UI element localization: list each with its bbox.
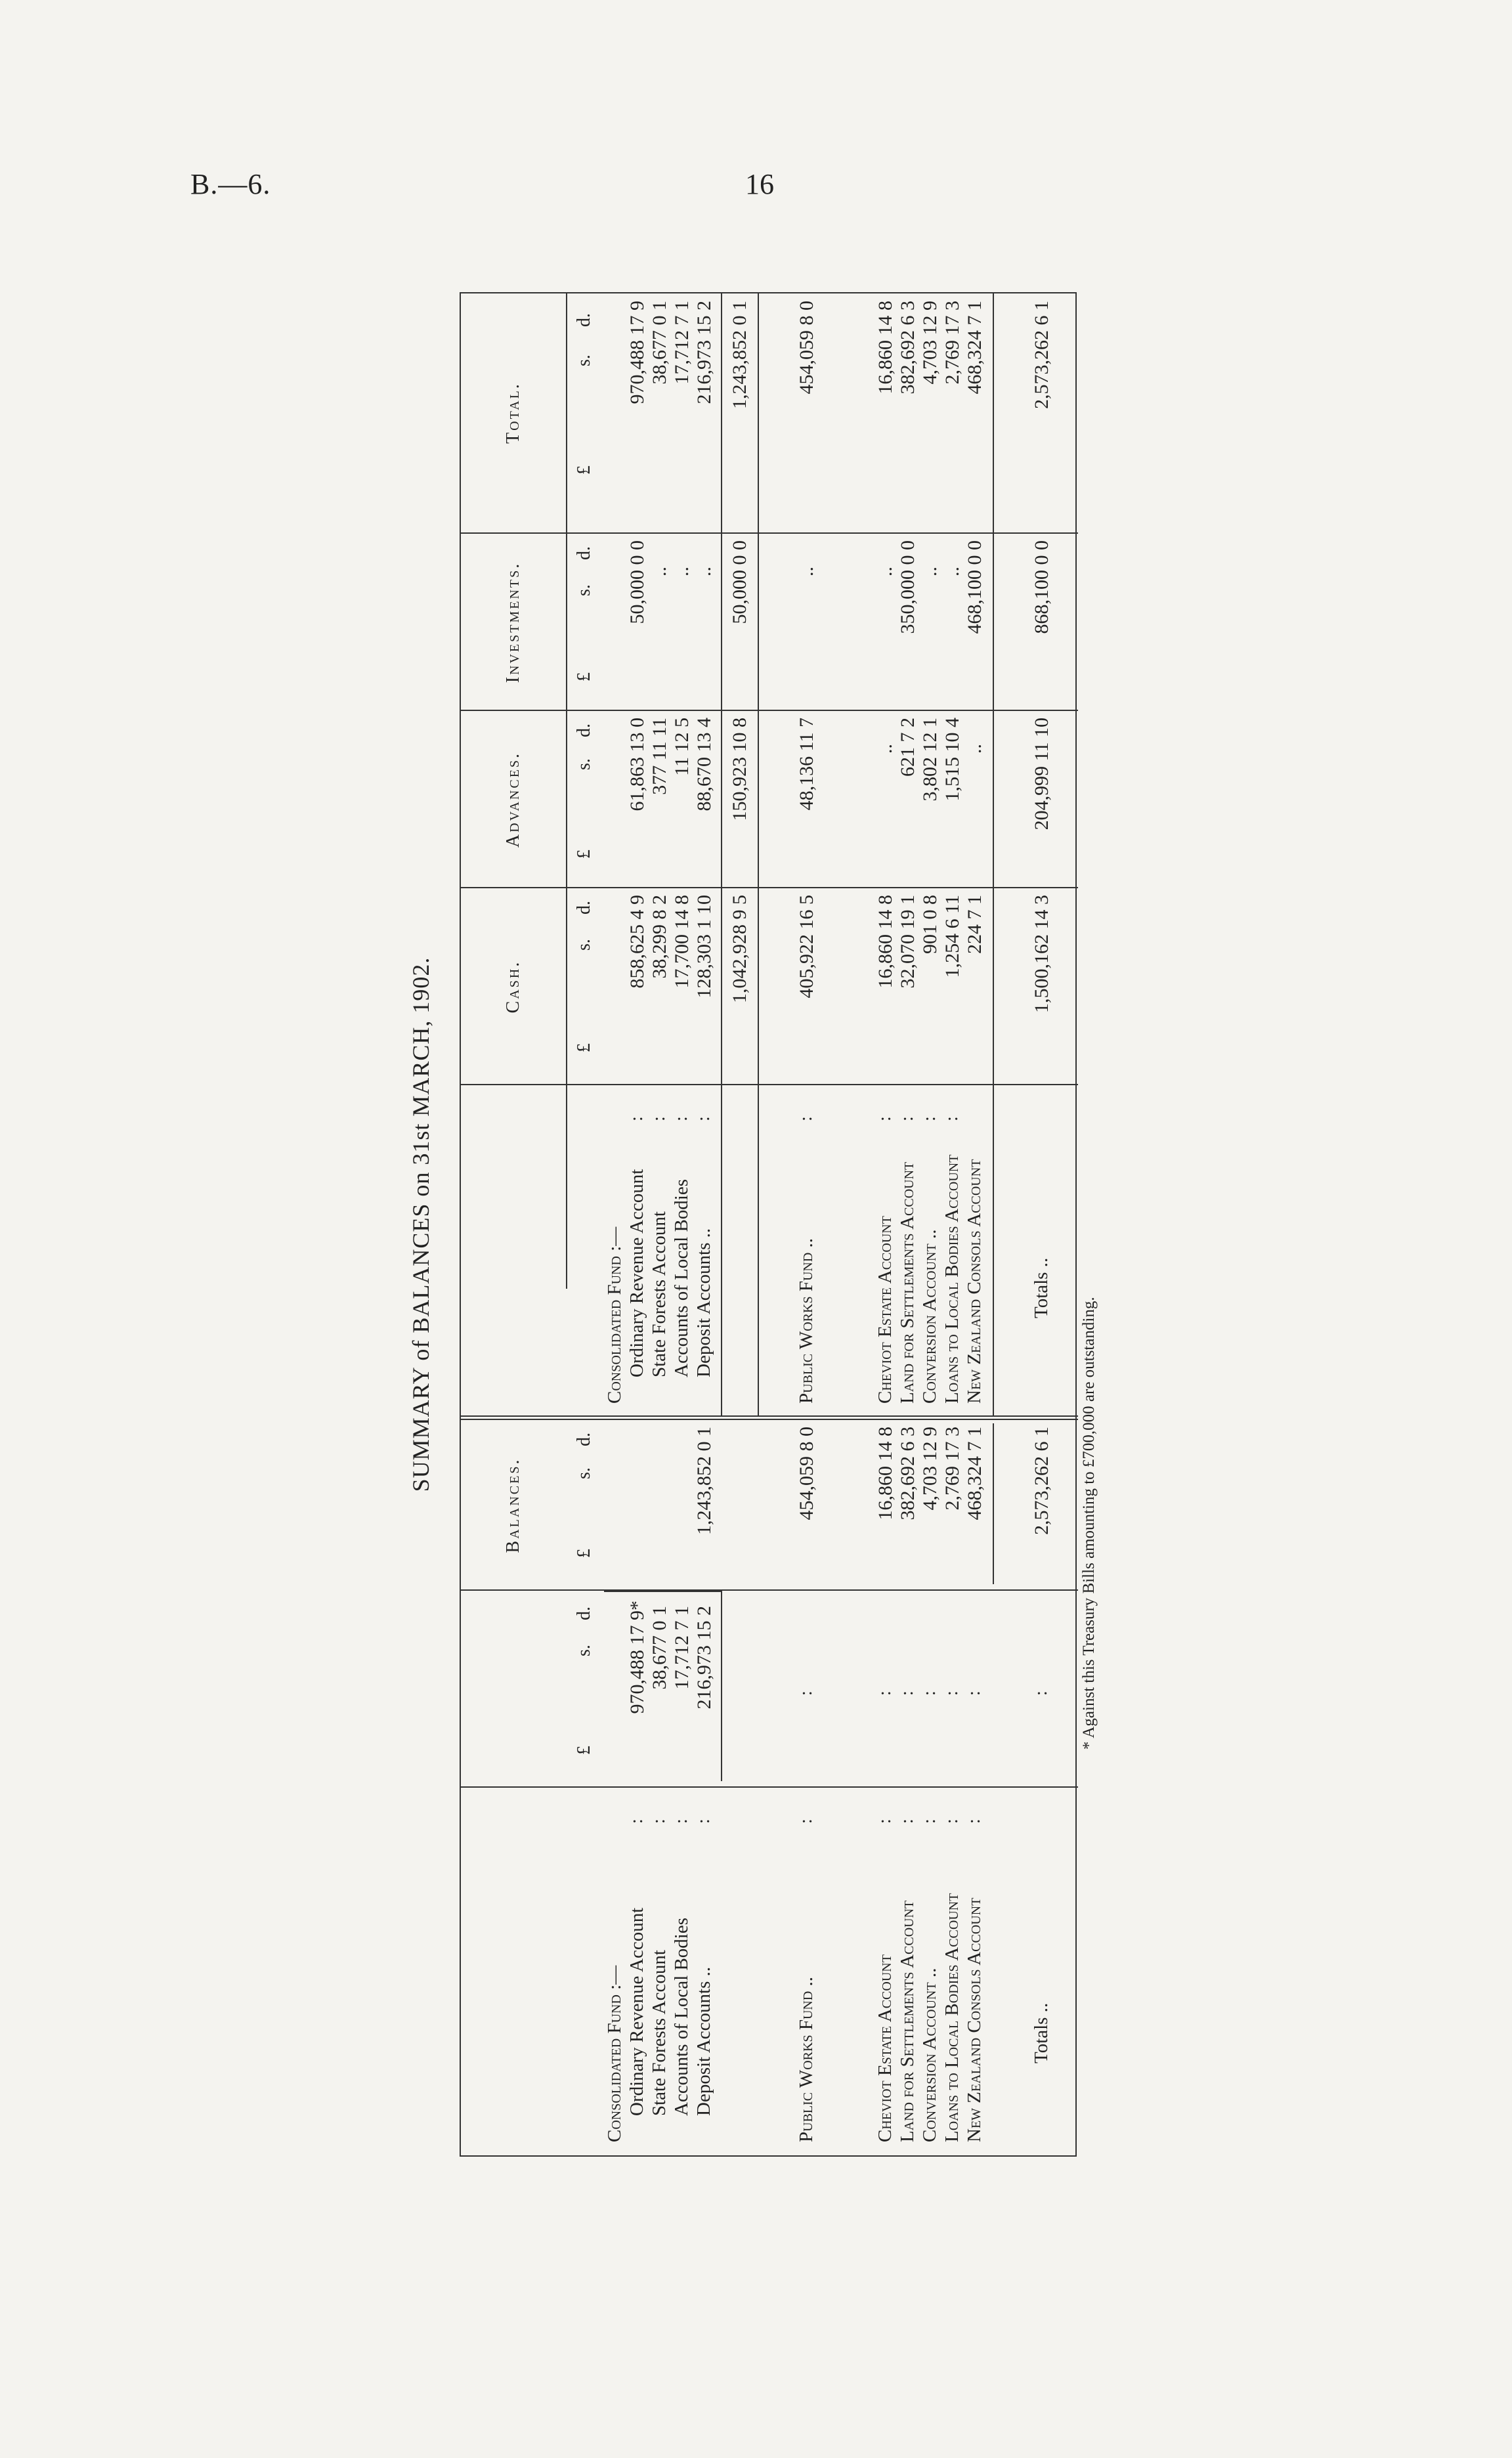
cash-value: 1,254 6 11 [941, 895, 963, 978]
advances-value: 48,136 11 7 [796, 718, 817, 811]
sub-amount: 38,677 0 1 [649, 1606, 670, 1690]
unit-pounds: £ [574, 850, 594, 859]
advances-total: 204,999 11 10 [1031, 718, 1052, 830]
unit-pence: d. [574, 1606, 594, 1620]
page-number: 16 [745, 168, 774, 200]
unit-shillings: s. [574, 355, 594, 366]
advances-value: 3,802 12 1 [919, 718, 941, 802]
unit-pence: d. [574, 901, 594, 915]
unit-shillings: s. [574, 939, 594, 951]
consolidated-heading: Consolidated Fund :— [604, 1965, 625, 2142]
rotated-table-frame [407, 292, 1129, 2157]
investments-value: 50,000 0 0 [626, 540, 648, 624]
investments-value: 468,100 0 0 [964, 540, 985, 634]
unit-pounds: £ [574, 465, 594, 475]
advances-value: 377 11 11 [649, 718, 670, 795]
consolidated-heading: Consolidated Fund :— [604, 1226, 625, 1404]
row-label: Ordinary Revenue Account [626, 1907, 647, 2116]
balance-value: 454,059 8 0 [796, 1427, 817, 1520]
col-rule [461, 1786, 1078, 1788]
sub-amount: 216,973 15 2 [693, 1606, 715, 1710]
row-label: Conversion Account .. [919, 1968, 940, 2142]
cash-subtotal: 1,042,928 9 5 [729, 895, 750, 1003]
investments-subtotal: 50,000 0 0 [729, 540, 750, 624]
total-grand: 2,573,262 6 1 [1031, 301, 1052, 409]
unit-pounds: £ [574, 1746, 594, 1755]
total-value: 970,488 17 9 [626, 301, 648, 404]
row-label: Land for Settlements Account [897, 1161, 918, 1404]
unit-shillings: s. [574, 1467, 594, 1479]
advances-heading: Advances. [503, 751, 523, 848]
col-rule [461, 1415, 1078, 1417]
total-value: 454,059 8 0 [796, 301, 817, 395]
row-label: Accounts of Local Bodies [671, 1178, 692, 1377]
advances-value: .. [964, 744, 985, 754]
total-heading: Total. [503, 382, 523, 444]
row-label: Loans to Local Bodies Account [941, 1893, 962, 2142]
unit-pounds: £ [574, 1549, 594, 1558]
investments-value: 350,000 0 0 [897, 540, 918, 634]
advances-subtotal: 150,923 10 8 [729, 718, 750, 821]
cash-total: 1,500,162 14 3 [1031, 895, 1052, 1013]
investments-value: .. [796, 567, 817, 576]
investments-value: .. [649, 567, 670, 576]
balance-total: 2,573,262 6 1 [1031, 1427, 1052, 1535]
investments-value: .. [875, 567, 896, 576]
row-label: Land for Settlements Account [897, 1900, 918, 2142]
sub-amount: 970,488 17 9* [626, 1601, 648, 1714]
row-label: Accounts of Local Bodies [671, 1917, 692, 2116]
row-label: Conversion Account .. [919, 1229, 940, 1404]
row-label: Cheviot Estate Account [875, 1216, 896, 1404]
total-value: 2,769 17 3 [941, 301, 963, 385]
row-label: Deposit Accounts .. [693, 1966, 714, 2116]
footnote: * Against this Treasury Bills amounting to £700,000 are outstanding. [1080, 1297, 1098, 1750]
total-value: 38,677 0 1 [649, 301, 670, 385]
cash-value: 17,700 14 8 [671, 895, 693, 989]
advances-value: 88,670 13 4 [693, 718, 715, 811]
total-value: 16,860 14 8 [875, 301, 896, 395]
totals-label: Totals .. [1031, 2002, 1052, 2063]
balance-value: 2,769 17 3 [941, 1427, 963, 1511]
balance-value: 4,703 12 9 [919, 1427, 941, 1511]
investments-value: .. [671, 567, 693, 576]
row-label: New Zealand Consols Account [964, 1159, 985, 1404]
total-value: 216,973 15 2 [693, 301, 715, 404]
cash-heading: Cash. [503, 960, 523, 1014]
row-label: Deposit Accounts .. [693, 1228, 714, 1377]
unit-shillings: s. [574, 1645, 594, 1656]
unit-pence: d. [574, 546, 594, 560]
investments-total: 868,100 0 0 [1031, 540, 1052, 634]
total-value: 382,692 6 3 [897, 301, 918, 395]
advances-value: 621 7 2 [897, 718, 918, 777]
row-label: New Zealand Consols Account [964, 1897, 985, 2142]
totals-label: Totals .. [1031, 1257, 1052, 1318]
unit-pence: d. [574, 723, 594, 737]
investments-value: .. [919, 567, 941, 576]
balances-heading: Balances. [503, 1457, 523, 1553]
row-label: Cheviot Estate Account [875, 1954, 896, 2142]
sub-amount: 17,712 7 1 [671, 1606, 693, 1690]
cash-value: 38,299 8 2 [649, 895, 670, 979]
cash-value: 901 0 8 [919, 895, 941, 954]
cash-value: 224 7 1 [964, 895, 985, 954]
advances-value: 61,863 13 0 [626, 718, 648, 811]
cash-value: 32,070 19 1 [897, 895, 918, 989]
balance-value: 468,324 7 1 [964, 1427, 985, 1520]
advances-value: 11 12 5 [671, 718, 693, 776]
header-divider [566, 292, 567, 1289]
page-title: SUMMARY of BALANCES on 31st MARCH, 1902. [408, 957, 434, 1492]
balance-value: 1,243,852 0 1 [693, 1427, 715, 1535]
row-label: State Forests Account [649, 1211, 670, 1377]
document-reference: B.—6. [190, 168, 271, 200]
advances-value: .. [875, 744, 896, 754]
cash-value: 128,303 1 10 [693, 895, 715, 999]
total-value: 4,703 12 9 [919, 301, 941, 385]
total-value: 17,712 7 1 [671, 301, 693, 385]
unit-pounds: £ [574, 672, 594, 681]
balance-value: 382,692 6 3 [897, 1427, 918, 1520]
investments-value: .. [693, 567, 715, 576]
investments-heading: Investments. [503, 561, 523, 683]
public-works-label: Public Works Fund .. [796, 1976, 817, 2142]
total-subtotal: 1,243,852 0 1 [729, 301, 750, 409]
cash-value: 16,860 14 8 [875, 895, 896, 989]
balance-value: 16,860 14 8 [875, 1427, 896, 1520]
investments-value: .. [941, 567, 963, 576]
unit-pence: d. [574, 313, 594, 327]
row-label: Loans to Local Bodies Account [941, 1154, 962, 1404]
total-value: 468,324 7 1 [964, 301, 985, 395]
unit-shillings: s. [574, 758, 594, 770]
cash-value: 858,625 4 9 [626, 895, 648, 989]
unit-pence: d. [574, 1433, 594, 1446]
unit-shillings: s. [574, 584, 594, 596]
row-label: State Forests Account [649, 1950, 670, 2116]
public-works-label: Public Works Fund .. [796, 1238, 817, 1404]
summary-table: Balances. Cash. Advances. Investments. Total. £ s. d. £ s. d. £ s. d. £ s. d. £ s. d. £ s. d. Consolidated Fund :— Ordinary Revenue Account State Forests Account Accounts of Local Bodies Deposit Accounts .. : : : : Public Works Fund .. : Cheviot Estate Account Land for Settlements Account Conversion Account .. Loans to Local Bodies Account New Zealand Consols Account : : : : : Totals .. 970,488 17 9* 38,677 0 1 17,712 7 1 216,973 15 2 : : : : : : : 1,243,852 0 1 454,059 8 0 16,860 14 8 382,692 6 3 4,703 12 9 2,769 17 3 468,324 7 1 2,573,262 6 1 Consolidated Fund :— Ordinary Revenue Account State Forests Account Accounts of Local Bodies Deposit Accounts .. : : : : Public Works Fund .. : Cheviot Estate Account Land for Settlements Account Conversion Account .. Loans to Local Bodies Account New Zealand Consols Account : : : : Totals .. 858,625 4 9 38,299 8 2 17,700 14 8 128,303 1 10 1,042,928 9 5 405,922 16 5 16,860 14 8 32,070 19 1 901 0 8 1,254 6 11 224 7 1 1,500,162 14 3 61,863 13 0 377 11 11 11 12 5 88,670 13 4 150,923 10 8 48,136 11 7 .. 621 7 2 3,802 12 1 1,515 10 4 .. 204,999 11 10 50,000 0 0 .. .. .. 50,000 0 0 .. .. 350,000 0 0 .. .. 468,100 0 0 868,100 0 0 970,488 17 9 38,677 0 1 17,712 7 1 216,973 15 2 1,243,852 0 1 454,059 8 0 16,860 14 8 382,692 6 3 4,703 12 9 2,769 17 3 468,324 7 1 2,573,262 6 1 [460, 292, 1077, 2157]
row-label: Ordinary Revenue Account [626, 1169, 647, 1377]
advances-value: 1,515 10 4 [941, 718, 963, 802]
cash-value: 405,922 16 5 [796, 895, 817, 999]
unit-pounds: £ [574, 1043, 594, 1052]
